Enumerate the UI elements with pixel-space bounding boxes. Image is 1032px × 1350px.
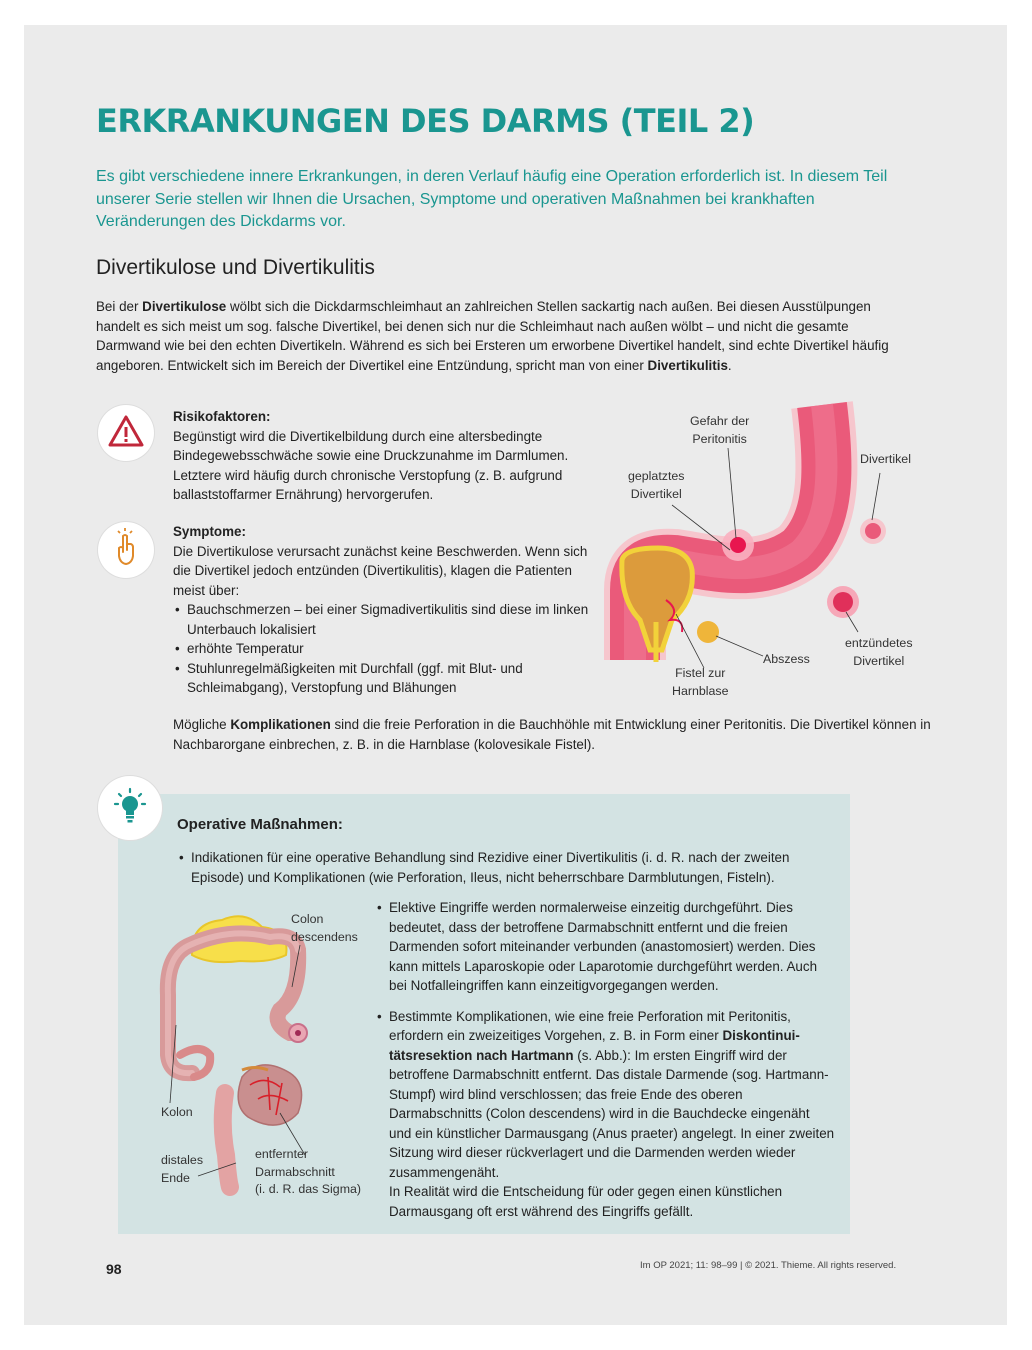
label-abszess: Abszess [763, 652, 810, 666]
symptoms-text: Die Divertikulose verursacht zunächst keine Beschwerden. Wenn sich die Divertikel jedoch entzünden (Divertikulitis), klagen die Patienten meist über: [173, 543, 588, 598]
label-fistel: Fistel zur Harnblase [672, 666, 729, 698]
risk-text: Begünstigt wird die Divertikelbildung durch eine altersbedingte Bindegewebsschwäche sowie eine Druckzunahme im Darmlumen. Letztere wird häufig durch chronische Verstopfung (z. B. aufgrund ballaststoffarmer Ernährung) hervorgerufen. [173, 428, 569, 502]
label-distales-ende: distales Ende [161, 1153, 204, 1185]
symptoms-list [173, 600, 603, 698]
list-item: • Bauchschmerzen – bei einer Sigmadivertikulitis sind diese im linken Unterbauch lokalisiert [173, 600, 603, 639]
risk-heading: Risikofaktoren: [173, 409, 271, 424]
list-item: • erhöhte Temperatur [173, 639, 603, 659]
label-geplatzt: geplatztes Divertikel [628, 469, 685, 501]
operative-heading: Operative Maßnahmen: [177, 816, 343, 833]
lightbulb-icon [98, 776, 162, 840]
warning-icon [98, 405, 154, 461]
label-peritonitis: Gefahr der Peritonitis [690, 414, 750, 446]
list-item: • Stuhlunregelmäßigkeiten mit Durchfall (ggf. mit Blut- und Schleimabgang), Verstopfung und Blähungen [173, 659, 603, 698]
label-divertikel: Divertikel [860, 452, 911, 466]
hand-icon-circle [98, 522, 154, 578]
warning-icon-circle [98, 405, 154, 461]
list-item: • Indikationen für eine operative Behandlung sind Rezidive einer Divertikulitis (i. d. R. nach der zweiten Episode) und Komplikationen (wie Perforation, Ileus, nicht beherrschbare Darmblutungen, Fisteln). [177, 848, 827, 887]
list-item: • Bestimmte Komplikationen, wie eine freie Perforation mit Peritonitis, erfordern ein zweizeitiges Vorgehen, z. B. in Form einer Diskontinuitätsresektion nach Hartmann (s. Abb.): Im ersten Eingriff wird der betroffene Darmabschnitt entfernt. Das distale Darmende (sog. Hartmann-Stumpf) wird blind verschlossen; das freie Ende des oberen Darmabschnitts (Colon descendens) wird in die Bauchdecke eingenäht und ein künstlicher Darmausgang (Anus praeter) angelegt. In einer zweiten Sitzung wird dieser rückverlagert und die Darmenden werden wieder zusammengenäht. In Realität wird die Entscheidung für oder gegen einen künstlichen Darmausgang oft erst während des Eingriffs gefällt. [375, 1007, 835, 1222]
label-kolon: Kolon [161, 1105, 193, 1119]
label-entzuendet: entzündetes Divertikel [845, 636, 913, 668]
page-title: ERKRANKUNGEN DES DARMS (TEIL 2) [96, 102, 755, 140]
bulb-icon-circle [98, 776, 162, 840]
list-item: • Elektive Eingriffe werden normalerweise einzeitig durchgeführt. Dies bedeutet, dass der betroffene Darmabschnitt entfernt und die freien Darmenden sofort miteinander verbunden (anastomosiert) werden. Dies kann mittels Laparoskopie oder Laparotomie durchgeführt werden. Auch bei Notfalleingriffen kann einzeitigvorgegangen werden. [375, 898, 835, 996]
label-entfernter-darmabschnitt: entfernter Darmabschnitt (i. d. R. das Sigma) [255, 1147, 362, 1196]
label-colon-descendens: Colon descendens [291, 912, 358, 944]
footer-citation: Im OP 2021; 11: 98–99 | © 2021. Thieme. All rights reserved. [640, 1260, 897, 1271]
section-heading: Divertikulose und Divertikulitis [96, 256, 375, 279]
complications-paragraph: Mögliche Komplikationen sind die freie Perforation in die Bauchhöhle mit Entwicklung einer Peritonitis. Die Divertikel können in Nachbarorgane einbrechen, z. B. in die Harnblase (kolovesikale Fistel). [173, 717, 931, 752]
risk-factors [173, 407, 598, 505]
page-number: 98 [106, 1261, 122, 1277]
symptoms [173, 522, 603, 698]
intro-text: Es gibt verschiedene innere Erkrankungen, in deren Verlauf häufig eine Operation erforderlich ist. In diesem Teil unserer Serie stellen wir Ihnen die Ursachen, Symptome und operativen Maßnahmen bei krankhaften Veränderungen des Dickdarms vor. [96, 168, 888, 230]
operative-indications [177, 848, 827, 887]
body-paragraph: Bei der Divertikulose wölbt sich die Dickdarmschleimhaut an zahlreichen Stellen sackartig nach außen. Bei diesen Ausstülpungen handelt es sich meist um sog. falsche Divertikel, bei denen sich nur die Schleimhaut nach außen wölbt – und nicht die gesamte Darmwand wie bei den echten Divertikeln. Während es sich bei Ersteren um erworbene Divertikel handelt, sind echte Divertikel häufig angeboren. Entwickelt sich im Bereich der Divertikel eine Entzündung, spricht man von einer Divertikulitis. [96, 299, 889, 373]
symptoms-heading: Symptome: [173, 524, 246, 539]
pointing-hand-icon [98, 522, 154, 578]
operative-procedures [375, 898, 835, 1232]
